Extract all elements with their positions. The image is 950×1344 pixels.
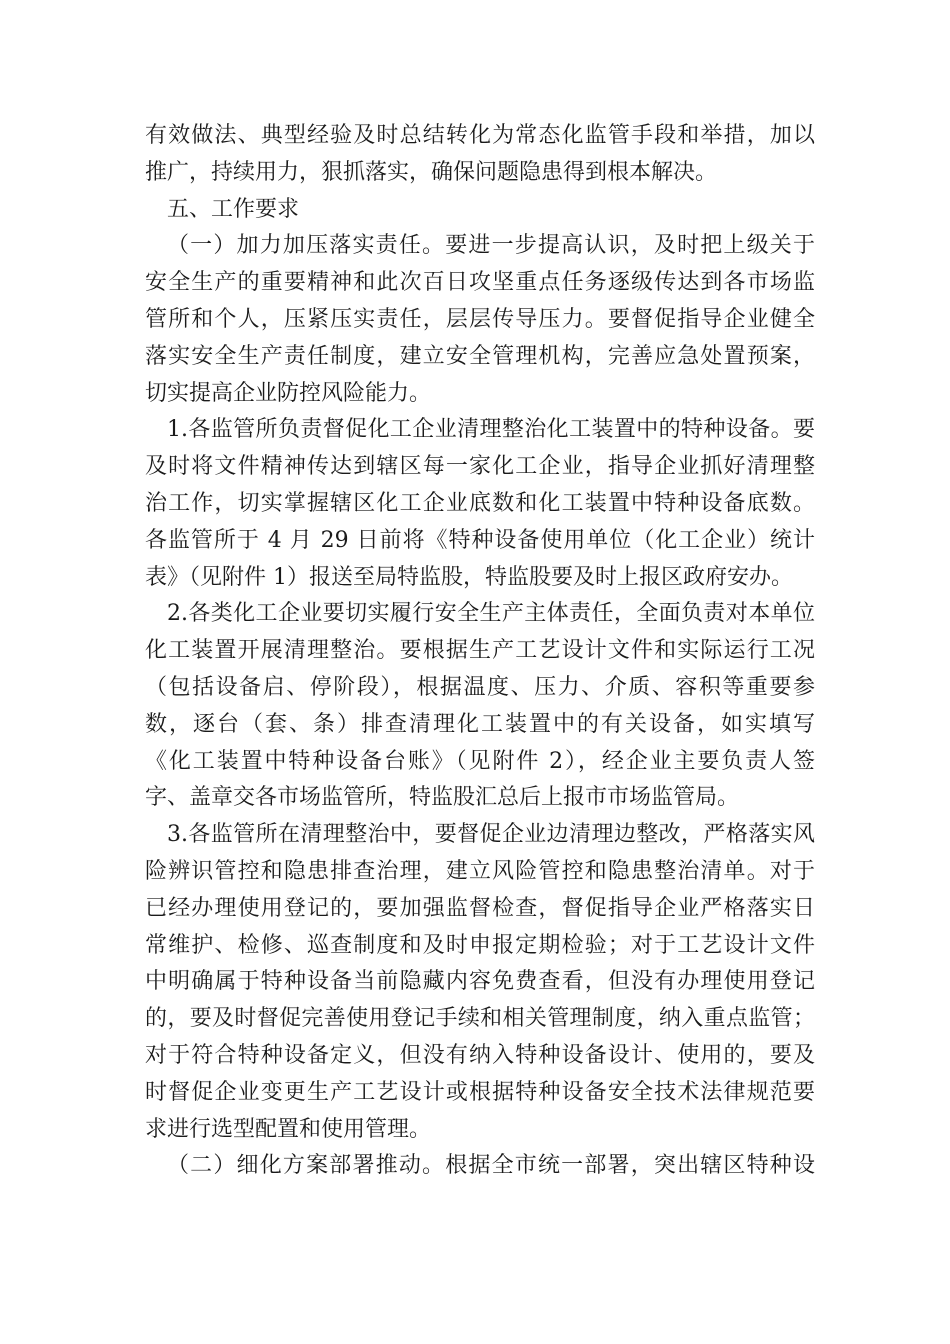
- text-line: 中明确属于特种设备当前隐藏内容免费查看，但没有办理使用登记: [145, 969, 815, 995]
- text-line: 《化工装置中特种设备台账》（见附件 2），经企业主要负责人签: [145, 748, 815, 774]
- text-line: 时督促企业变更生产工艺设计或根据特种设备安全技术法律规范要: [145, 1079, 815, 1105]
- text-line: 字、盖章交各市场监管所，特监股汇总后上报市市场监管局。: [145, 785, 740, 811]
- text-line: 已经办理使用登记的，要加强监督检查，督促指导企业严格落实日: [145, 895, 815, 921]
- text-line: 1.各监管所负责督促化工企业清理整治化工装置中的特种设备。要: [167, 417, 815, 443]
- text-line: 治工作，切实掌握辖区化工企业底数和化工装置中特种设备底数。: [145, 490, 815, 516]
- text-line: 表》（见附件 1）报送至局特监股，特监股要及时上报区政府安办。: [145, 564, 793, 590]
- text-line: 对于符合特种设备定义，但没有纳入特种设备设计、使用的，要及: [145, 1042, 815, 1068]
- text-line: 数，逐台（套、条）排查清理化工装置中的有关设备，如实填写: [145, 711, 815, 737]
- text-line: 求进行选型配置和使用管理。: [145, 1116, 432, 1142]
- text-line: 险辨识管控和隐患排查治理，建立风险管控和隐患整治清单。对于: [145, 858, 815, 884]
- document-body: [145, 118, 815, 1185]
- text-line: 2.各类化工企业要切实履行安全生产主体责任，全面负责对本单位: [167, 601, 815, 627]
- text-line: 有效做法、典型经验及时总结转化为常态化监管手段和举措，加以: [145, 123, 815, 148]
- text-line: 推广，持续用力，狠抓落实，确保问题隐患得到根本解决。: [145, 159, 718, 185]
- text-line: 化工装置开展清理整治。要根据生产工艺设计文件和实际运行工况: [145, 638, 815, 664]
- text-line: （二）细化方案部署推动。根据全市统一部署，突出辖区特种设: [167, 1153, 815, 1179]
- text-line: （包括设备启、停阶段），根据温度、压力、介质、容积等重要参: [145, 674, 815, 700]
- text-line: 各监管所于 4 月 29 日前将《特种设备使用单位（化工企业）统计: [145, 527, 815, 553]
- text-line: 安全生产的重要精神和此次百日攻坚重点任务逐级传达到各市场监: [145, 270, 815, 296]
- text-line: 管所和个人，压紧压实责任，层层传导压力。要督促指导企业健全: [145, 306, 815, 332]
- text-line: 常维护、检修、巡查制度和及时申报定期检验；对于工艺设计文件: [145, 932, 815, 958]
- text-line: 及时将文件精神传达到辖区每一家化工企业，指导企业抓好清理整: [145, 454, 815, 480]
- text-line: 切实提高企业防控风险能力。: [145, 380, 432, 406]
- text-line: 3.各监管所在清理整治中，要督促企业边清理边整改，严格落实风: [167, 822, 815, 848]
- text-line: 的，要及时督促完善使用登记手续和相关管理制度，纳入重点监管；: [145, 1006, 815, 1032]
- text-line: （一）加力加压落实责任。要进一步提高认识，及时把上级关于: [167, 233, 815, 259]
- section-heading: 五、工作要求: [167, 196, 300, 222]
- text-line: 落实安全生产责任制度，建立安全管理机构，完善应急处置预案，: [145, 343, 815, 369]
